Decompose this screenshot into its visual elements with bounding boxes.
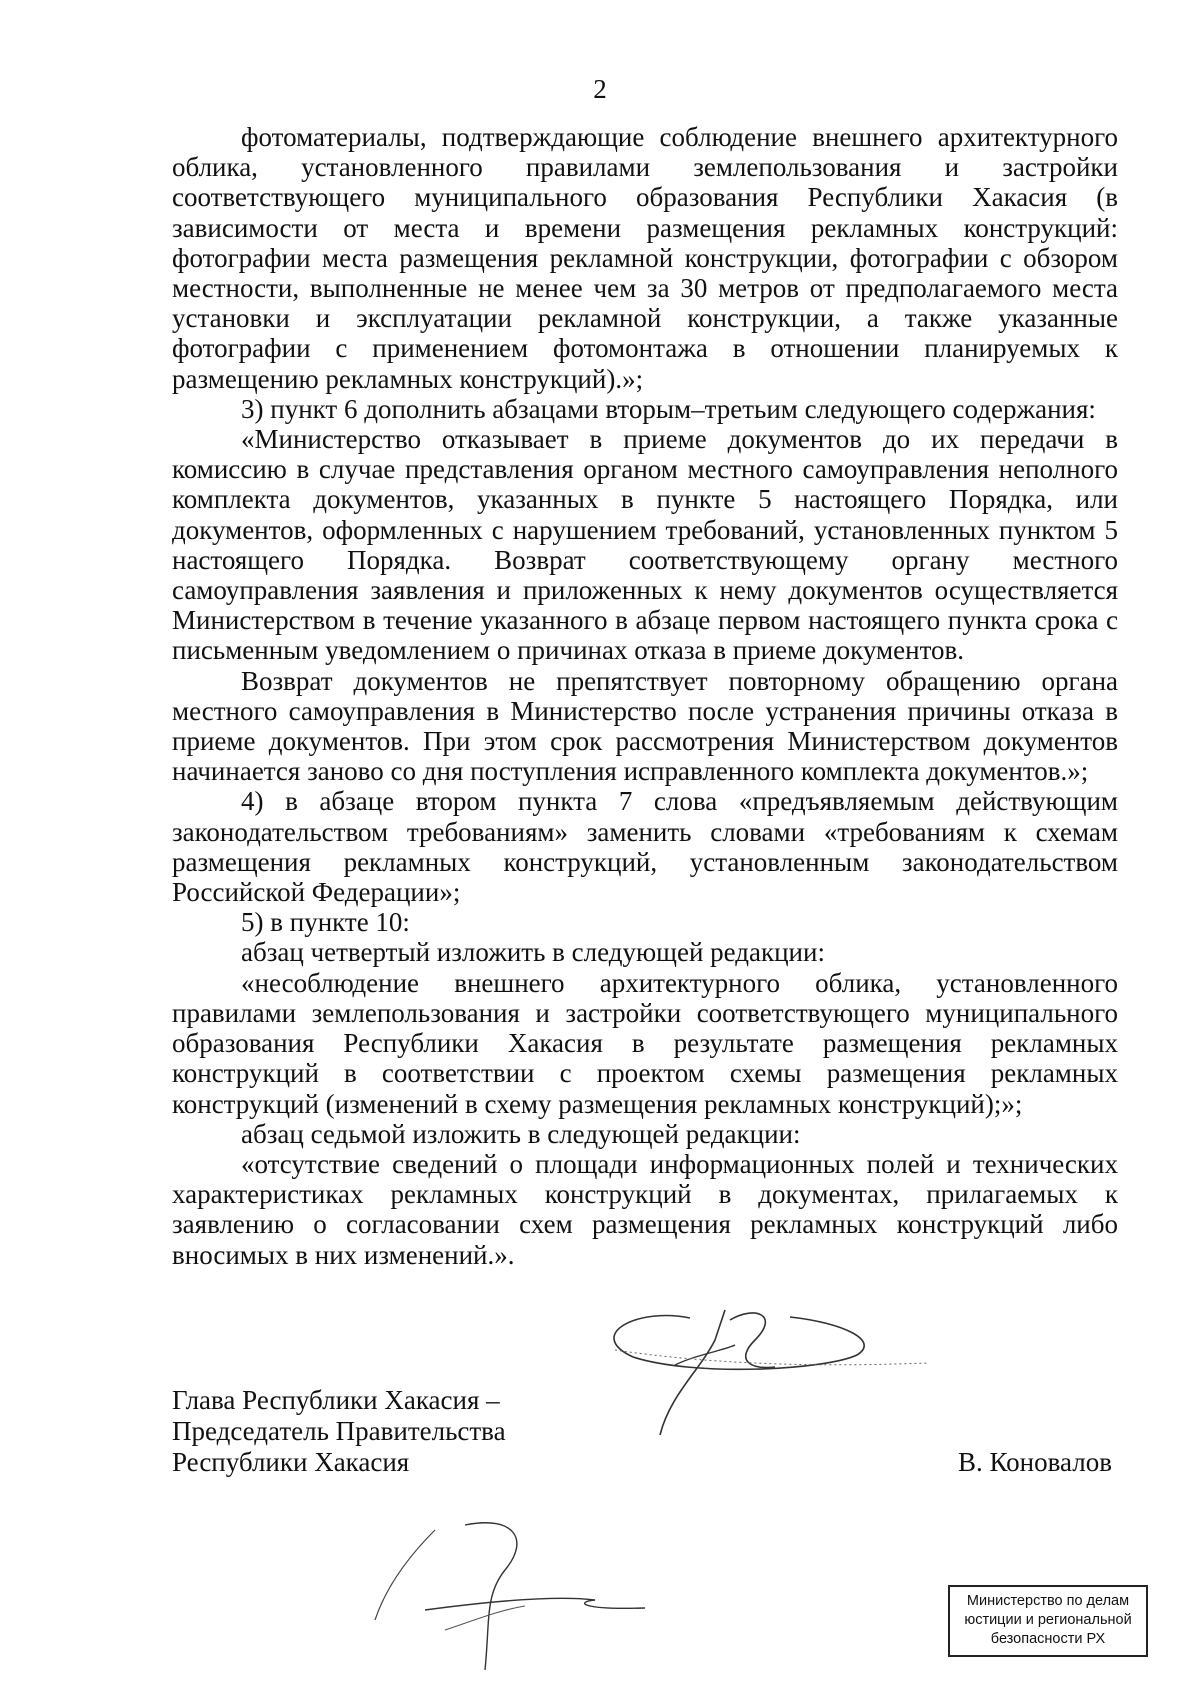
signature-head xyxy=(575,1295,935,1445)
signatory-position-line-2: Председатель Правительства xyxy=(172,1416,506,1446)
paragraph-refusal: «Министерство отказывает в приеме документов до их передачи в комиссию в случае представления органом местного самоуправления неполного комплекта документов, указанных в пункте 5 настоящего Порядка, или документов, оформленных с нарушением требований, установленных пунктом 5 настоящего Порядка. Возврат соответствующему органу местного самоуправления заявления и приложенных к нему документов осуществляется Министерством в течение указанного в абзаце первом настоящего пункта срока с письменным уведомлением о причинах отказа в приеме документов. xyxy=(172,424,1118,666)
paragraph-absence: «отсутствие сведений о площади информационных полей и технических характеристиках рекламных конструкций в документах, прилагаемых к заявлению о согласовании схем размещения рекламных конструкций либо вносимых в них изменений.». xyxy=(172,1148,1118,1270)
signatory-name: В. Коновалов xyxy=(958,1447,1112,1477)
paragraph-seventh-abzac: абзац седьмой изложить в следующей редакции: xyxy=(241,1118,801,1149)
signatory-position-line-3: Республики Хакасия xyxy=(172,1447,410,1477)
paragraph-item-3: 3) пункт 6 дополнить абзацами вторым–третьим следующего содержания: xyxy=(241,393,1096,424)
paragraph-photo-materials: фотоматериалы, подтверждающие соблюдение внешнего архитектурного облика, установленного правилами землепользования и застройки соответствующего муниципального образования Республики Хакасия (в зависимости от места и времени размещения рекламных конструкций: фотографии места размещения рекламной конструкции, фотографии с обзором местности, выполненные не менее чем за 30 метров от предполагаемого места установки и эксплуатации рекламной конструкции, а также указанные фотографии с применением фотомонтажа в отношении планируемых к размещению рекламных конструкций).»; xyxy=(172,122,1118,394)
stamp-line-2: юстиции и региональной xyxy=(964,1612,1132,1628)
signatory-position xyxy=(172,1385,506,1478)
paragraph-fourth-abzac: абзац четвертый изложить в следующей редакции: xyxy=(241,937,825,968)
page-number: 2 xyxy=(593,74,607,104)
paragraph-item-5: 5) в пункте 10: xyxy=(241,907,410,938)
paragraph-item-4: 4) в абзаце втором пункта 7 слова «предъявляемым действующим законодательством требованиям» заменить словами «требованиям к схемам размещения рекламных конструкций, установленным законодательством Российской Федерации»; xyxy=(172,786,1118,908)
paragraph-noncompliance: «несоблюдение внешнего архитектурного облика, установленного правилами землепользования и застройки соответствующего муниципального образования Республики Хакасия в результате размещения рекламных конструкций в соответствии с проектом схемы размещения рекламных конструкций (изменений в схему размещения рекламных конструкций);»; xyxy=(172,967,1118,1119)
document-body xyxy=(172,122,1118,1270)
ministry-stamp xyxy=(948,1585,1148,1657)
stamp-line-1: Министерство по делам xyxy=(966,1593,1130,1609)
paragraph-return: Возврат документов не препятствует повторному обращению органа местного самоуправления в Министерство после устранения причины отказа в приеме документов. При этом срок рассмотрения Министерством документов начинается заново со дня поступления исправленного комплекта документов.»; xyxy=(172,665,1118,787)
signatory-position-line-1: Глава Республики Хакасия – xyxy=(172,1385,500,1415)
signature-approval xyxy=(365,1510,665,1680)
stamp-line-3: безопасности РХ xyxy=(990,1631,1106,1647)
